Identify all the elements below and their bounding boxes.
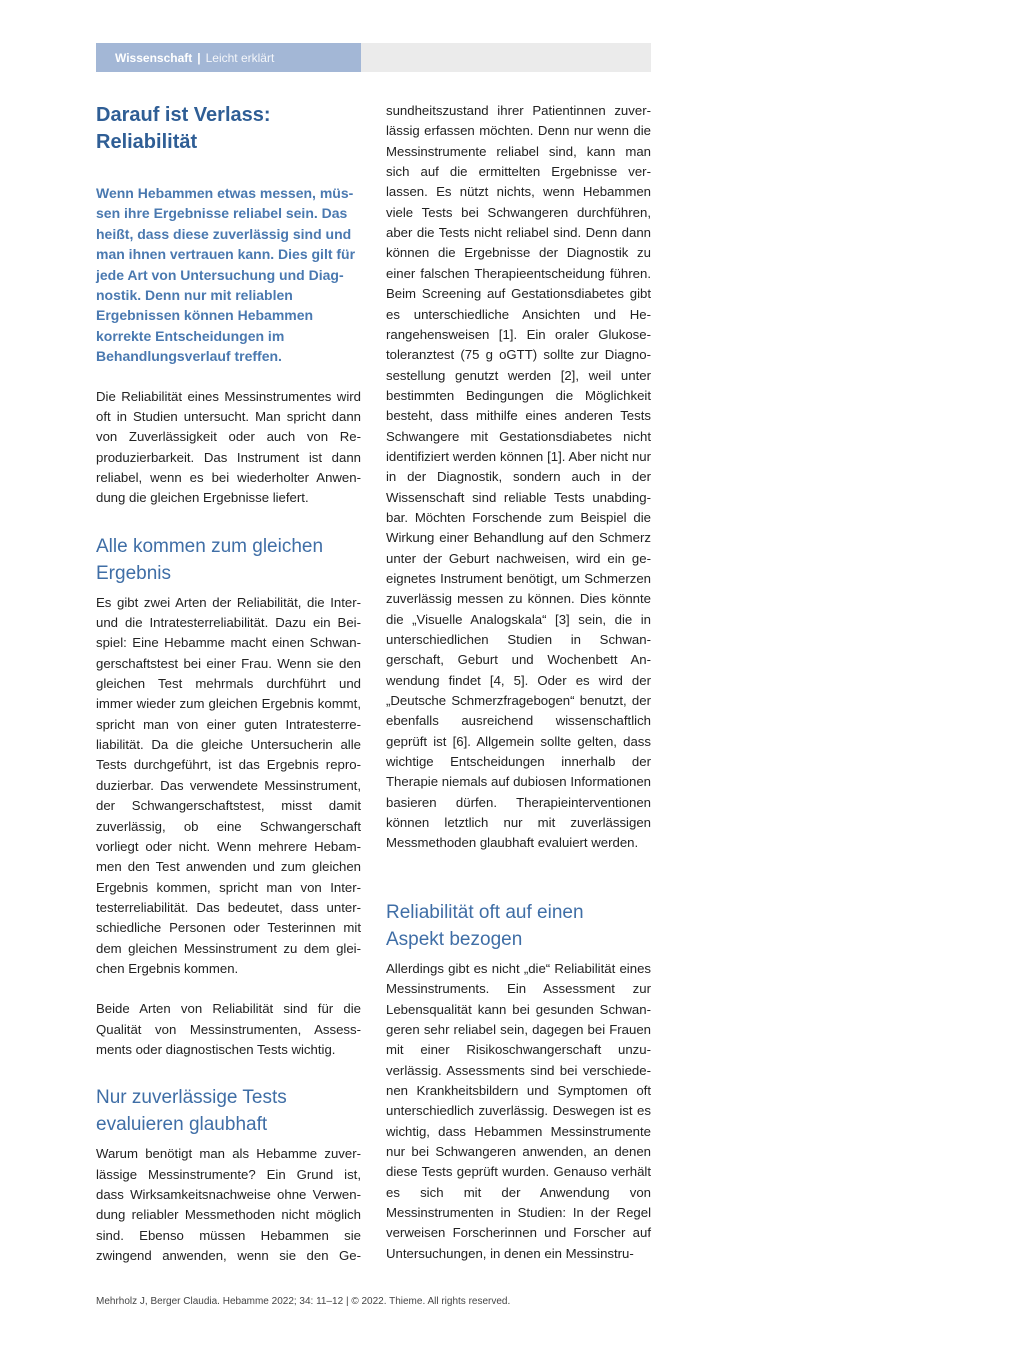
section-heading-3-line-2: Aspekt bezogen xyxy=(386,929,523,950)
section-heading-3 xyxy=(386,899,651,953)
section-heading-1 xyxy=(96,533,361,587)
section-3-paragraph: Allerdings gibt es nicht „die“ Reliabilität eines Messinstruments. Ein Assessment zur Lebensqualität kann bei gesunden Schwangeren sehr reliabel sein, dagegen bei Frauen mit einer Risikoschwangerschaft unzuverlässig. Assessments sind bei verschiedenen Krankheitsbildern und Symptomen oft unterschiedlich zuverlässig. Deswegen ist es wichtig, dass Hebammen Messinstrumente nur bei Schwangeren anwenden, an denen diese Tests geprüft wurden. Genauso verhält es sich mit der Anwendung von Messinstrumenten in Studien: In der Regel verweisen Forscherinnen und Forscher auf Untersuchungen, in denen ein Messinstru- xyxy=(386,961,651,1261)
spacer xyxy=(96,509,361,533)
header-bar xyxy=(96,43,651,72)
section-2-paragraph-start xyxy=(96,1144,361,1266)
section-heading-2-line-2: evaluieren glaubhaft xyxy=(96,1114,268,1136)
section-2-paragraph: Warum benötigt man als Hebamme zuverlässige Messinstrumente? Ein Grund ist, dass Wirksamkeitsnachweise ohne Verwendung reliabler Messmethoden nicht möglich sind. Ebenso müssen Hebammen sie zwingend anwenden, wenn sie den Ge xyxy=(96,1146,361,1263)
article-title xyxy=(96,102,361,156)
spacer xyxy=(386,875,651,899)
spacer xyxy=(96,979,361,999)
subsection-label: Leicht erklärt xyxy=(205,50,275,65)
section-2-paragraph-continued xyxy=(386,101,651,875)
section-1-paragraph-2: Beide Arten von Reliabilität sind für die Qualität von Messinstrumenten, Assessments oder diagnostischen Tests wichtig. xyxy=(96,1001,361,1057)
spacer xyxy=(96,1060,361,1084)
section-1-paragraph-1: Es gibt zwei Arten der Reliabilität, die Inter- und die Intratesterreliabilität. Dazu ein Beispiel: Eine Hebamme macht einen Schwangerschaftstest bei einer Frau. Wenn sie den gleichen Test mehrmals durchführt und immer wieder zum gleichen Ergebnis kommt, spricht man von einer guten Intratesterreliabilität. Da die gleiche Untersucherin alle Tests durchgeführt, ist das Ergebnis reproduzierbar. Das verwendete Messinstrument, der Schwangerschaftstest, misst damit zuverlässig, ob eine Schwangerschaft vorliegt oder nicht. Wenn mehrere Hebammen den Test anwenden und zum gleichen Ergebnis kommen, spricht man von Intertesterreliabilität. Das bedeutet, dass unterschiedliche Personen oder Testerinnen mit dem gleichen Messinstrument zu dem gleichen Ergebnis kommen. xyxy=(96,594,361,976)
intro-paragraph: Die Reliabilität eines Messinstrumentes wird oft in Studien untersucht. Man spricht dann von Zuverlässigkeit oder auch von Reproduzierbarkeit. Das Instrument ist dann reliabel, wenn es bei wiederholter Anwendung die gleichen Ergebnisse liefert. xyxy=(96,388,361,506)
title-line-1: Darauf ist Verlass: xyxy=(96,104,271,126)
title-line-2: Reliabilität xyxy=(96,131,198,153)
section-heading-2-line-1: Nur zuverlässige Tests xyxy=(96,1087,287,1109)
spacer xyxy=(96,367,361,387)
section-heading-1-line-1: Alle kommen zum gleichen xyxy=(96,535,324,557)
section-tab xyxy=(96,43,361,72)
footer-citation: Mehrholz J, Berger Claudia. Hebamme 2022; 34: 11–12 | © 2022. Thieme. All rights reserved. xyxy=(96,1296,511,1307)
lead-paragraph: Wenn Hebammen etwas messen, müssen ihre Ergebnisse reliabel sein. Das heißt, dass diese zuverlässig sind und man ihnen vertrauen kann. Dies gilt für jede Art von Untersuchung und Diagnostik. Denn nur mit reliablen Ergebnissen können Hebammen korrekte Entscheidungen im Behandlungsverlauf treffen. xyxy=(96,185,356,365)
header-separator: | xyxy=(197,50,201,65)
section-heading-2 xyxy=(96,1084,361,1138)
column-left xyxy=(96,102,361,1266)
section-label: Wissenschaft xyxy=(115,50,193,65)
section-heading-3-line-1: Reliabilität oft auf einen xyxy=(386,902,584,923)
section-2-paragraph-continuation: undheitszustand ihrer Patientinnen zuverlässig erfassen möchten. Denn nur wenn die Messinstrumente reliabel sind, kann man sich auf die ermittelten Ergebnisse verlassen. Es nützt nichts, wenn Hebammen viele Tests bei Schwangeren durchführen, aber die Tests nicht reliabel sind. Denn dann können die Ergebnisse der Diagnostik zu einer falschen Therapieentscheidung führen. Beim Screening auf Gestationsdiabetes gibt es unterschiedliche Ansichten und Herangehensweisen [1]. Ein oraler Glukosetoleranztest (75 g oGTT) sollte zur Diagnosestellung genutzt werden [2], weil unter bestimmten Bedingungen die Möglichkeit besteht, dass mithilfe eines anderen Tests Schwangere mit Gestationsdiabetes nicht identifiziert werden können [1]. Aber nicht nur in der Diagnostik, sondern auch in der Wissenschaft sind reliable Tests unabdingbar. Möchten Forschende zum Beispiel die Wirkung einer Behandlung auf den Schmerz unter der Geburt nachweisen, wird ein geeignetes Instrument benötigt, um Schmerzen zuverlässig messen zu können. Dies könnte die „Visuelle Analogskala“ [3] sein, die in unterschiedlichen Studien in Schwangerschaft, Geburt und Wochenbett Anwendung findet [4, 5]. Oder es wird der „Deutsche Schmerzfragebogen“ benutzt, der ebenfalls ausreichend wissenschaftlich geprüft ist [6]. Allgemein sollte gelten, dass wichtige Entscheidungen innerhalb der Therapie niemals auf dubiosen Informationen basieren dürfen. Therapieinterventionen können letztlich nur mit zuverlässigen Messmethoden glaubhaft evaluiert werden. xyxy=(386,103,651,851)
section-heading-1-line-2: Ergebnis xyxy=(96,562,171,584)
column-right xyxy=(386,101,651,1264)
